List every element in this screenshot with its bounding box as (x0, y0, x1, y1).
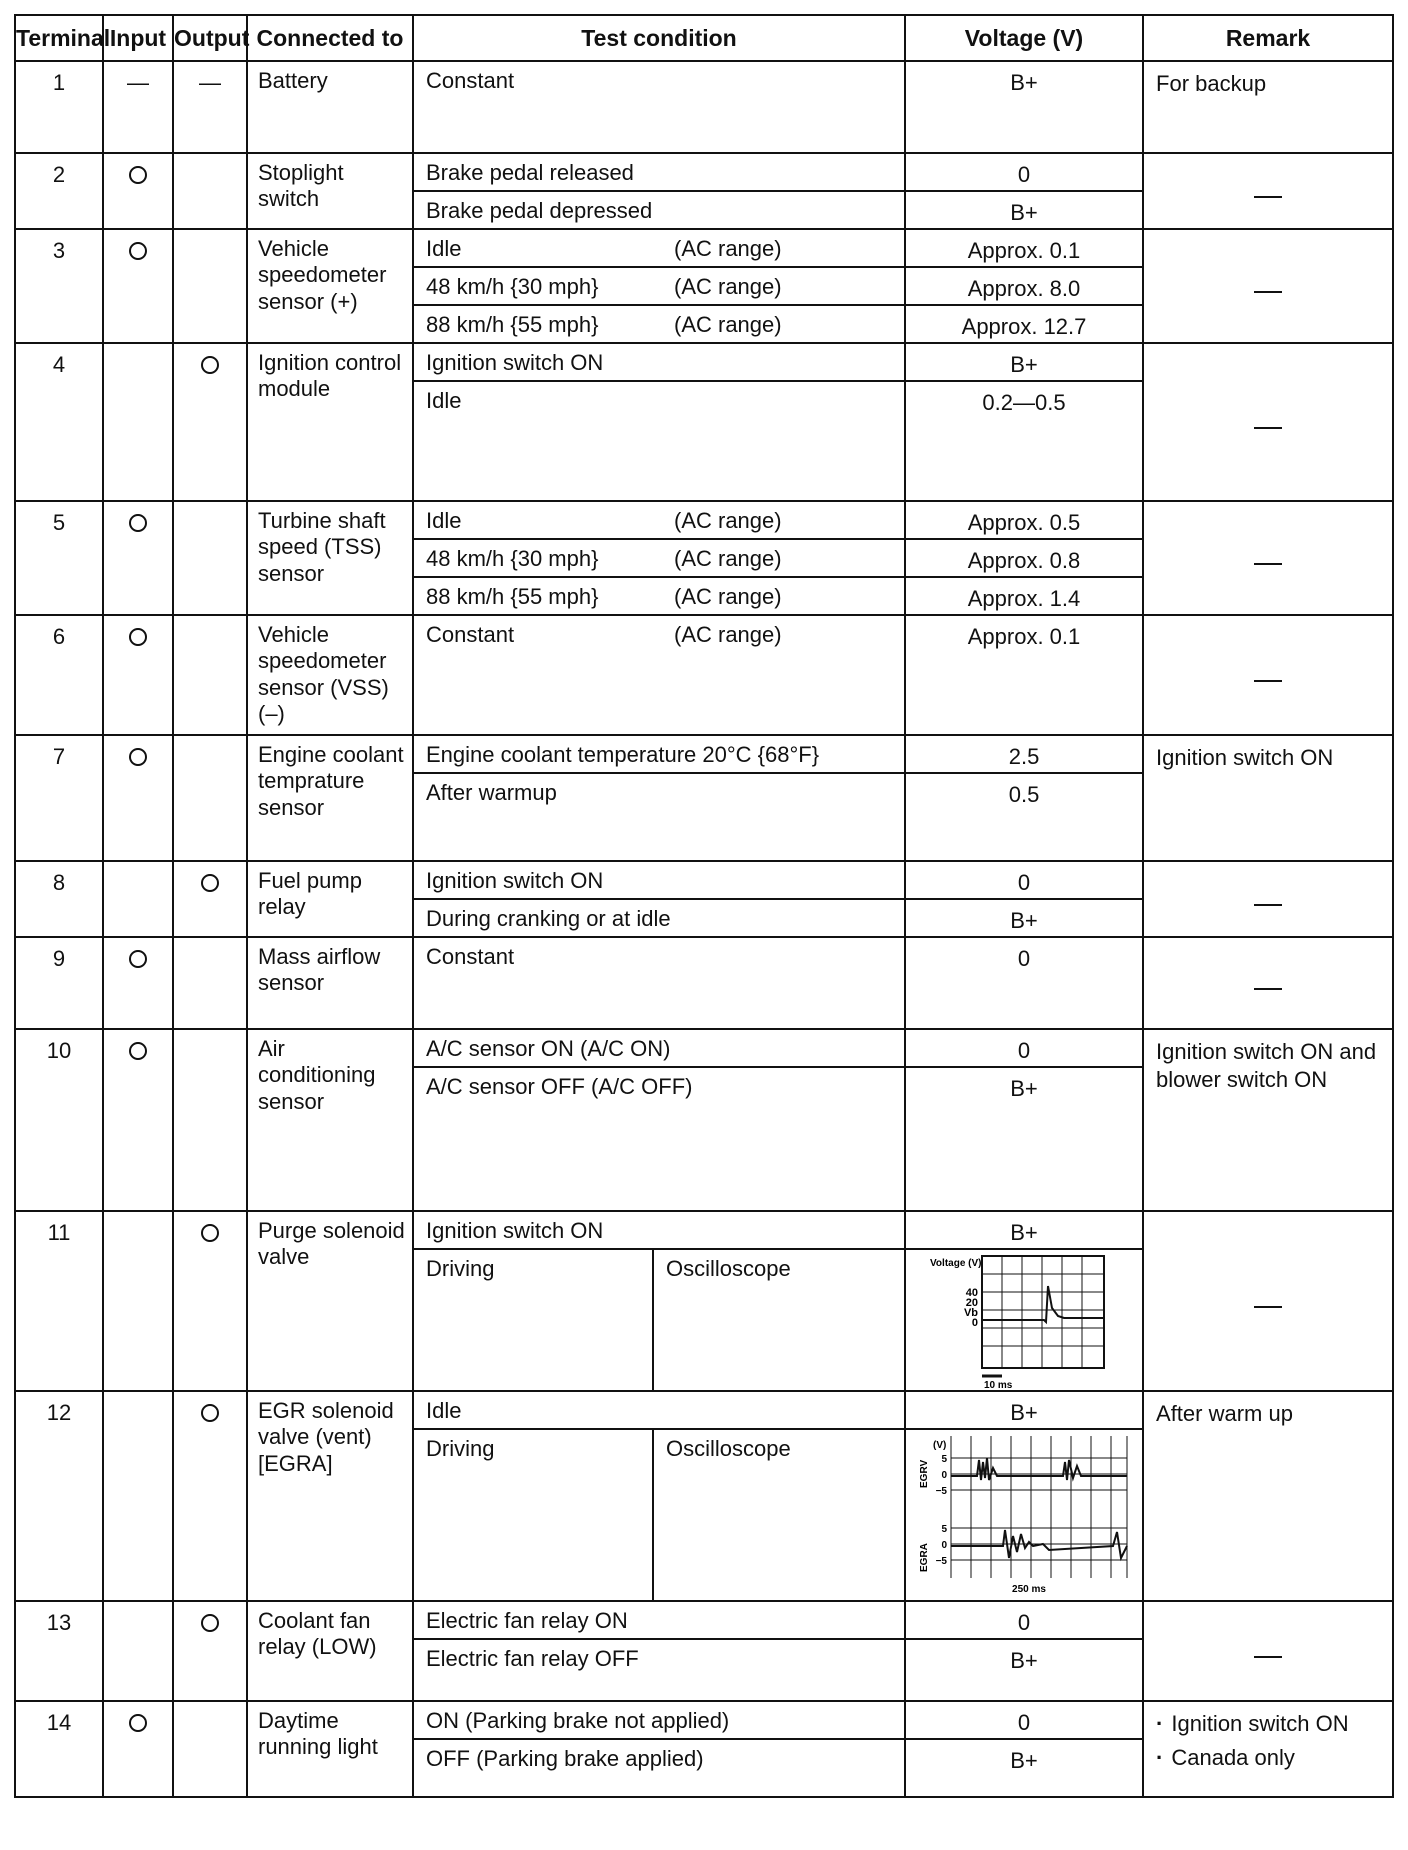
remark-cell (1143, 343, 1393, 501)
header-input: Input (103, 15, 173, 61)
voltage-value: 0 (905, 937, 1143, 1029)
scope-trace-top (951, 1458, 1127, 1480)
connected-to: Engine coolant temprature sensor (247, 735, 413, 861)
remark-cell (1143, 153, 1393, 229)
test-condition: Ignition switch ON (413, 343, 905, 381)
none-dash-icon (1254, 1656, 1282, 1658)
test-condition: Engine coolant temperature 20°C {68°F} (413, 735, 905, 773)
remark-cell (1143, 615, 1393, 735)
voltage-value: Approx. 8.0 (905, 267, 1143, 305)
input-marker-icon (129, 166, 147, 184)
oscilloscope-cell (905, 1249, 1143, 1391)
scope-tick-label: 20 (965, 1297, 979, 1309)
remark: For backup (1143, 61, 1393, 153)
input-cell (103, 501, 173, 615)
scope-title: Voltage (V) (930, 1258, 982, 1269)
input-cell (103, 615, 173, 735)
terminal-number: 7 (15, 735, 103, 861)
scope-tick-label: 40 (965, 1287, 979, 1299)
input-cell (103, 1391, 173, 1601)
scope-tick-label: Vb (963, 1307, 979, 1319)
test-condition: OFF (Parking brake applied) (413, 1739, 905, 1797)
voltage-value: B+ (905, 1739, 1143, 1797)
table-row (15, 861, 1393, 899)
condition-text: 88 km/h {55 mph} (426, 312, 599, 337)
scope-grid (951, 1436, 1127, 1578)
output-cell (173, 861, 247, 937)
output-marker-icon (201, 1404, 219, 1422)
condition-text: 48 km/h {30 mph} (426, 546, 599, 571)
none-dash-icon (1254, 563, 1282, 565)
header-voltage: Voltage (V) (905, 15, 1143, 61)
voltage-value: Approx. 0.1 (905, 615, 1143, 735)
table-row (15, 501, 1393, 539)
scope-time-label: 250 ms (1012, 1584, 1046, 1595)
voltage-value: B+ (905, 899, 1143, 937)
remark-cell (1143, 229, 1393, 343)
connected-to: Turbine shaft speed (TSS) sensor (247, 501, 413, 615)
scope-tick-label: −5 (935, 1486, 948, 1497)
output-marker-icon (201, 874, 219, 892)
terminal-number: 12 (15, 1391, 103, 1601)
scope-tick-label: 5 (941, 1524, 948, 1535)
voltage-value: Approx. 0.5 (905, 501, 1143, 539)
test-condition (413, 577, 905, 615)
condition-text: 88 km/h {55 mph} (426, 584, 599, 609)
voltage-value: B+ (905, 1391, 1143, 1429)
terminal-number: 14 (15, 1701, 103, 1797)
voltage-value: 0 (905, 861, 1143, 899)
test-condition: A/C sensor OFF (A/C OFF) (413, 1067, 905, 1211)
voltage-value: Approx. 12.7 (905, 305, 1143, 343)
ac-range-label: (AC range) (674, 584, 782, 609)
terminal-number: 10 (15, 1029, 103, 1211)
voltage-value: 2.5 (905, 735, 1143, 773)
remark-cell (1143, 1701, 1393, 1797)
input-marker-icon (129, 950, 147, 968)
output-marker-icon (201, 1224, 219, 1242)
remark-cell (1143, 501, 1393, 615)
scope-grid (982, 1256, 1104, 1368)
input-cell (103, 861, 173, 937)
table-row (15, 229, 1393, 267)
test-condition (413, 501, 905, 539)
table-row (15, 1601, 1393, 1639)
none-dash-icon (1254, 988, 1282, 990)
header-test-condition: Test condition (413, 15, 905, 61)
connected-to: Vehicle speedometer sensor (VSS) (–) (247, 615, 413, 735)
remark: Ignition switch ON and blower switch ON (1143, 1029, 1393, 1211)
scope-tick-label: 5 (941, 1454, 948, 1465)
connected-to: Air conditioning sensor (247, 1029, 413, 1211)
voltage-value: B+ (905, 343, 1143, 381)
input-marker-icon (129, 628, 147, 646)
table-row (15, 61, 1393, 153)
terminal-number: 3 (15, 229, 103, 343)
connected-to: Coolant fan relay (LOW) (247, 1601, 413, 1701)
test-condition (413, 305, 905, 343)
test-condition: Constant (413, 61, 905, 153)
none-dash-icon (1254, 680, 1282, 682)
test-condition: Brake pedal released (413, 153, 905, 191)
input-cell (103, 1029, 173, 1211)
input-none: — (103, 61, 173, 153)
voltage-value: B+ (905, 1067, 1143, 1211)
terminal-number: 5 (15, 501, 103, 615)
test-condition: Electric fan relay OFF (413, 1639, 905, 1701)
table-row (15, 343, 1393, 381)
remark-item: · Canada only (1156, 1744, 1386, 1772)
scope-time-label: 10 ms (984, 1380, 1013, 1390)
condition-text: Idle (426, 236, 462, 261)
voltage-value: B+ (905, 1639, 1143, 1701)
connected-to: Stoplight switch (247, 153, 413, 229)
ac-range-label: (AC range) (674, 236, 782, 261)
scope-channel-label: EGRV (919, 1459, 931, 1488)
output-cell (173, 735, 247, 861)
remark: Ignition switch ON (1143, 735, 1393, 861)
voltage-value: B+ (905, 1211, 1143, 1249)
output-cell (173, 1601, 247, 1701)
test-condition (413, 229, 905, 267)
connected-to: Purge solenoid valve (247, 1211, 413, 1391)
terminal-number: 11 (15, 1211, 103, 1391)
test-method: Oscilloscope (653, 1429, 905, 1601)
scope-frame (982, 1256, 1104, 1368)
none-dash-icon (1254, 1306, 1282, 1308)
remark: After warm up (1143, 1391, 1393, 1601)
test-condition: Idle (413, 1391, 905, 1429)
oscilloscope-cell (905, 1429, 1143, 1601)
table-row (15, 615, 1393, 735)
test-condition: During cranking or at idle (413, 899, 905, 937)
test-condition: ON (Parking brake not applied) (413, 1701, 905, 1739)
table-row (15, 735, 1393, 773)
voltage-value: B+ (905, 61, 1143, 153)
output-cell (173, 937, 247, 1029)
input-marker-icon (129, 514, 147, 532)
input-marker-icon (129, 1714, 147, 1732)
purge-valve-waveform (924, 1252, 1124, 1390)
connected-to: Daytime running light (247, 1701, 413, 1797)
test-method: Oscilloscope (653, 1249, 905, 1391)
remark-list (1156, 1710, 1386, 1771)
voltage-value: 0.2—0.5 (905, 381, 1143, 501)
input-cell (103, 343, 173, 501)
terminal-voltage-table (14, 14, 1394, 1798)
terminal-number: 6 (15, 615, 103, 735)
remark-cell (1143, 937, 1393, 1029)
header-remark: Remark (1143, 15, 1393, 61)
terminal-number: 13 (15, 1601, 103, 1701)
ac-range-label: (AC range) (674, 546, 782, 571)
table-row (15, 153, 1393, 191)
remark-cell (1143, 1601, 1393, 1701)
condition-text: Idle (426, 508, 462, 533)
voltage-value: Approx. 1.4 (905, 577, 1143, 615)
test-condition: A/C sensor ON (A/C ON) (413, 1029, 905, 1067)
voltage-value: 0 (905, 153, 1143, 191)
test-condition: Electric fan relay ON (413, 1601, 905, 1639)
table-row (15, 1211, 1393, 1249)
input-cell (103, 1211, 173, 1391)
output-cell (173, 501, 247, 615)
header-terminal: Terminal (15, 15, 103, 61)
none-dash-icon (1254, 291, 1282, 293)
input-cell (103, 735, 173, 861)
test-condition: Idle (413, 381, 905, 501)
input-cell (103, 229, 173, 343)
scope-tick-label: −5 (935, 1556, 948, 1567)
scope-tick-label: 0 (941, 1540, 948, 1551)
remark-cell (1143, 1211, 1393, 1391)
table-row (15, 1701, 1393, 1739)
terminal-number: 2 (15, 153, 103, 229)
voltage-value: 0 (905, 1701, 1143, 1739)
test-condition: Driving (413, 1249, 653, 1391)
connected-to: Ignition control module (247, 343, 413, 501)
terminal-number: 8 (15, 861, 103, 937)
output-cell (173, 1391, 247, 1601)
table-row (15, 937, 1393, 1029)
input-marker-icon (129, 748, 147, 766)
egr-valve-waveform (913, 1432, 1135, 1598)
condition-text: 48 km/h {30 mph} (426, 274, 599, 299)
scope-tick-label: 0 (971, 1317, 979, 1329)
input-marker-icon (129, 1042, 147, 1060)
test-condition (413, 267, 905, 305)
ac-range-label: (AC range) (674, 274, 782, 299)
scope-unit: (V) (933, 1440, 947, 1451)
output-none: — (173, 61, 247, 153)
none-dash-icon (1254, 427, 1282, 429)
none-dash-icon (1254, 196, 1282, 198)
remark-cell (1143, 861, 1393, 937)
test-condition (413, 539, 905, 577)
none-dash-icon (1254, 904, 1282, 906)
ac-range-label: (AC range) (674, 622, 782, 647)
test-condition: Constant (413, 937, 905, 1029)
connected-to: Vehicle speedometer sensor (+) (247, 229, 413, 343)
test-condition (413, 615, 905, 735)
test-condition: After warmup (413, 773, 905, 861)
header-connected-to: Connected to (247, 15, 413, 61)
connected-to: Fuel pump relay (247, 861, 413, 937)
voltage-value: 0 (905, 1601, 1143, 1639)
terminal-number: 4 (15, 343, 103, 501)
test-condition: Ignition switch ON (413, 1211, 905, 1249)
ac-range-label: (AC range) (674, 312, 782, 337)
voltage-value: Approx. 0.8 (905, 539, 1143, 577)
input-cell (103, 1701, 173, 1797)
voltage-value: 0.5 (905, 773, 1143, 861)
header-output: Output (173, 15, 247, 61)
output-cell (173, 343, 247, 501)
voltage-value: B+ (905, 191, 1143, 229)
input-cell (103, 153, 173, 229)
scope-channel-label: EGRA (919, 1543, 931, 1572)
table-row (15, 1029, 1393, 1067)
terminal-number: 9 (15, 937, 103, 1029)
output-cell (173, 229, 247, 343)
input-cell (103, 1601, 173, 1701)
output-cell (173, 1211, 247, 1391)
test-condition: Brake pedal depressed (413, 191, 905, 229)
connected-to: Battery (247, 61, 413, 153)
test-condition: Driving (413, 1429, 653, 1601)
condition-text: Constant (426, 622, 515, 647)
output-marker-icon (201, 356, 219, 374)
input-marker-icon (129, 242, 147, 260)
output-cell (173, 615, 247, 735)
test-condition: Ignition switch ON (413, 861, 905, 899)
output-cell (173, 153, 247, 229)
voltage-value: 0 (905, 1029, 1143, 1067)
connected-to: EGR solenoid valve (vent) [EGRA] (247, 1391, 413, 1601)
input-cell (103, 937, 173, 1029)
terminal-number: 1 (15, 61, 103, 153)
voltage-value: Approx. 0.1 (905, 229, 1143, 267)
header-row (15, 15, 1393, 61)
remark-item: · Ignition switch ON (1156, 1710, 1386, 1738)
ac-range-label: (AC range) (674, 508, 782, 533)
output-cell (173, 1029, 247, 1211)
scope-trace (982, 1286, 1104, 1322)
output-cell (173, 1701, 247, 1797)
scope-tick-label: 0 (941, 1470, 948, 1481)
table-row (15, 1391, 1393, 1429)
output-marker-icon (201, 1614, 219, 1632)
connected-to: Mass airflow sensor (247, 937, 413, 1029)
